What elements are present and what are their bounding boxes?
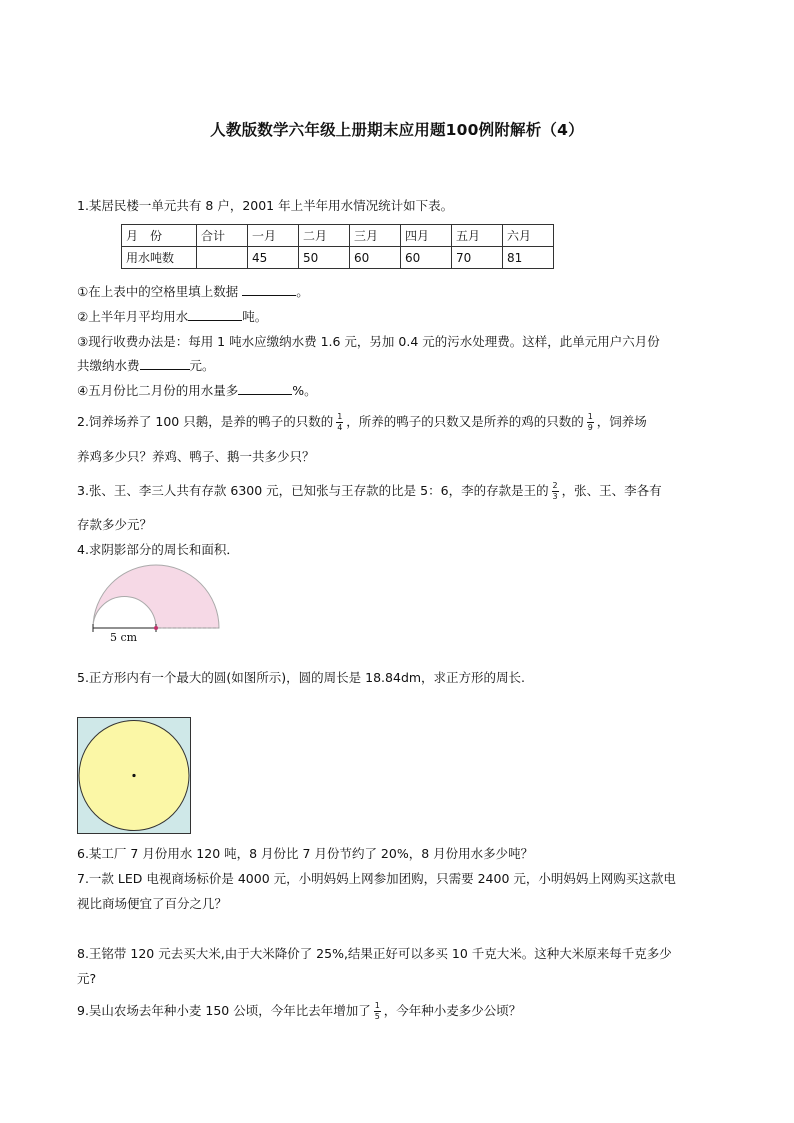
q6-text: 6.某工厂 7 月份用水 120 吨，8 月份比 7 月份节约了 20%，8 月份用水多少吨？: [77, 846, 534, 861]
table-cell: 五月: [452, 225, 503, 247]
table-cell: 用水吨数: [122, 247, 197, 269]
table-cell: 三月: [350, 225, 401, 247]
table-cell: 一月: [248, 225, 299, 247]
circle-center-point: [132, 774, 135, 777]
answer-blank: [140, 357, 190, 370]
q5-text: 5.正方形内有一个最大的圆(如图所示)，圆的周长是 18.84dm，求正方形的周长.: [77, 670, 526, 685]
table-cell: 70: [452, 247, 503, 269]
shaded-region: [93, 565, 219, 628]
q8-line2: 元?: [77, 971, 97, 986]
answer-blank: [242, 283, 296, 296]
fraction: $\frac{1}{4}$: [337, 412, 343, 432]
q1-sub1: ①在上表中的空格里填上数据 。: [77, 284, 309, 299]
q7-line2: 视比商场便宜了百分之几？: [77, 896, 228, 911]
q4-text: 4.求阴影部分的周长和面积．: [77, 542, 239, 557]
table-cell: 45: [248, 247, 299, 269]
q3-line1: 3.张、王、李三人共有存款 6300 元，已知张与王存款的比是 5：6，李的存款是王的 $\frac{2}{3}$ ，张、王、李各有: [77, 481, 662, 501]
table-cell: 60: [401, 247, 452, 269]
fraction: $\frac{1}{5}$: [374, 1001, 380, 1021]
q1-intro: 1.某居民楼一单元共有 8 户，2001 年上半年用水情况统计如下表。: [77, 198, 454, 213]
q1-sub3-line1: ③现行收费办法是：每用 1 吨水应缴纳水费 1.6 元，另加 0.4 元的污水处理费。这样，此单元用户六月份: [77, 334, 660, 349]
table-cell: 合计: [197, 225, 248, 247]
q3-line2: 存款多少元？: [77, 517, 153, 532]
table-cell: 月 份: [122, 225, 197, 247]
table-cell: 二月: [299, 225, 350, 247]
q9-text: 9.吴山农场去年种小麦 150 公顷，今年比去年增加了 $\frac{1}{5}$ ，今年种小麦多少公顷？: [77, 1001, 522, 1021]
q7-line1: 7.一款 LED 电视商场标价是 4000 元，小明妈妈上网参加团购，只需要 2400 元，小明妈妈上网购买这款电: [77, 871, 676, 886]
q2-line2: 养鸡多少只？养鸡、鸭子、鹅一共多少只？: [77, 449, 315, 464]
q8-line1: 8.王铭带 120 元去买大米,由于大米降价了 25%,结果正好可以多买 10 千克大米。这种大米原来每千克多少: [77, 946, 672, 961]
fraction: $\frac{1}{9}$: [587, 412, 593, 432]
q2-line1: 2.饲养场养了 100 只鹅，是养的鸭子的只数的 $\frac{1}{4}$ ，所养的鸭子的只数又是所养的鸡的只数的 $\frac{1}{9}$ ，饲养场: [77, 412, 647, 432]
answer-blank: [188, 308, 242, 321]
square-circle-figure: [77, 717, 191, 834]
q1-sub2: ②上半年月平均用水 吨。: [77, 309, 268, 324]
table-cell: 六月: [503, 225, 554, 247]
answer-blank: [238, 382, 292, 395]
table-cell-total: [197, 247, 248, 269]
table-header-row: [122, 225, 554, 247]
water-usage-table: [121, 224, 554, 269]
q1-sub3-line2: 共缴纳水费 元。: [77, 358, 215, 373]
page-title: 人教版数学六年级上册期末应用题100例附解析（4）: [210, 121, 584, 139]
table-cell: 81: [503, 247, 554, 269]
table-cell: 60: [350, 247, 401, 269]
table-row: [122, 247, 554, 269]
shaded-region-figure: [80, 560, 230, 650]
fraction: $\frac{2}{3}$: [552, 481, 558, 501]
q1-sub4: ④五月份比二月份的用水量多 %。: [77, 383, 317, 398]
measure-label: 5 cm: [110, 631, 138, 644]
table-cell: 50: [299, 247, 350, 269]
center-point: [154, 626, 158, 630]
table-cell: 四月: [401, 225, 452, 247]
